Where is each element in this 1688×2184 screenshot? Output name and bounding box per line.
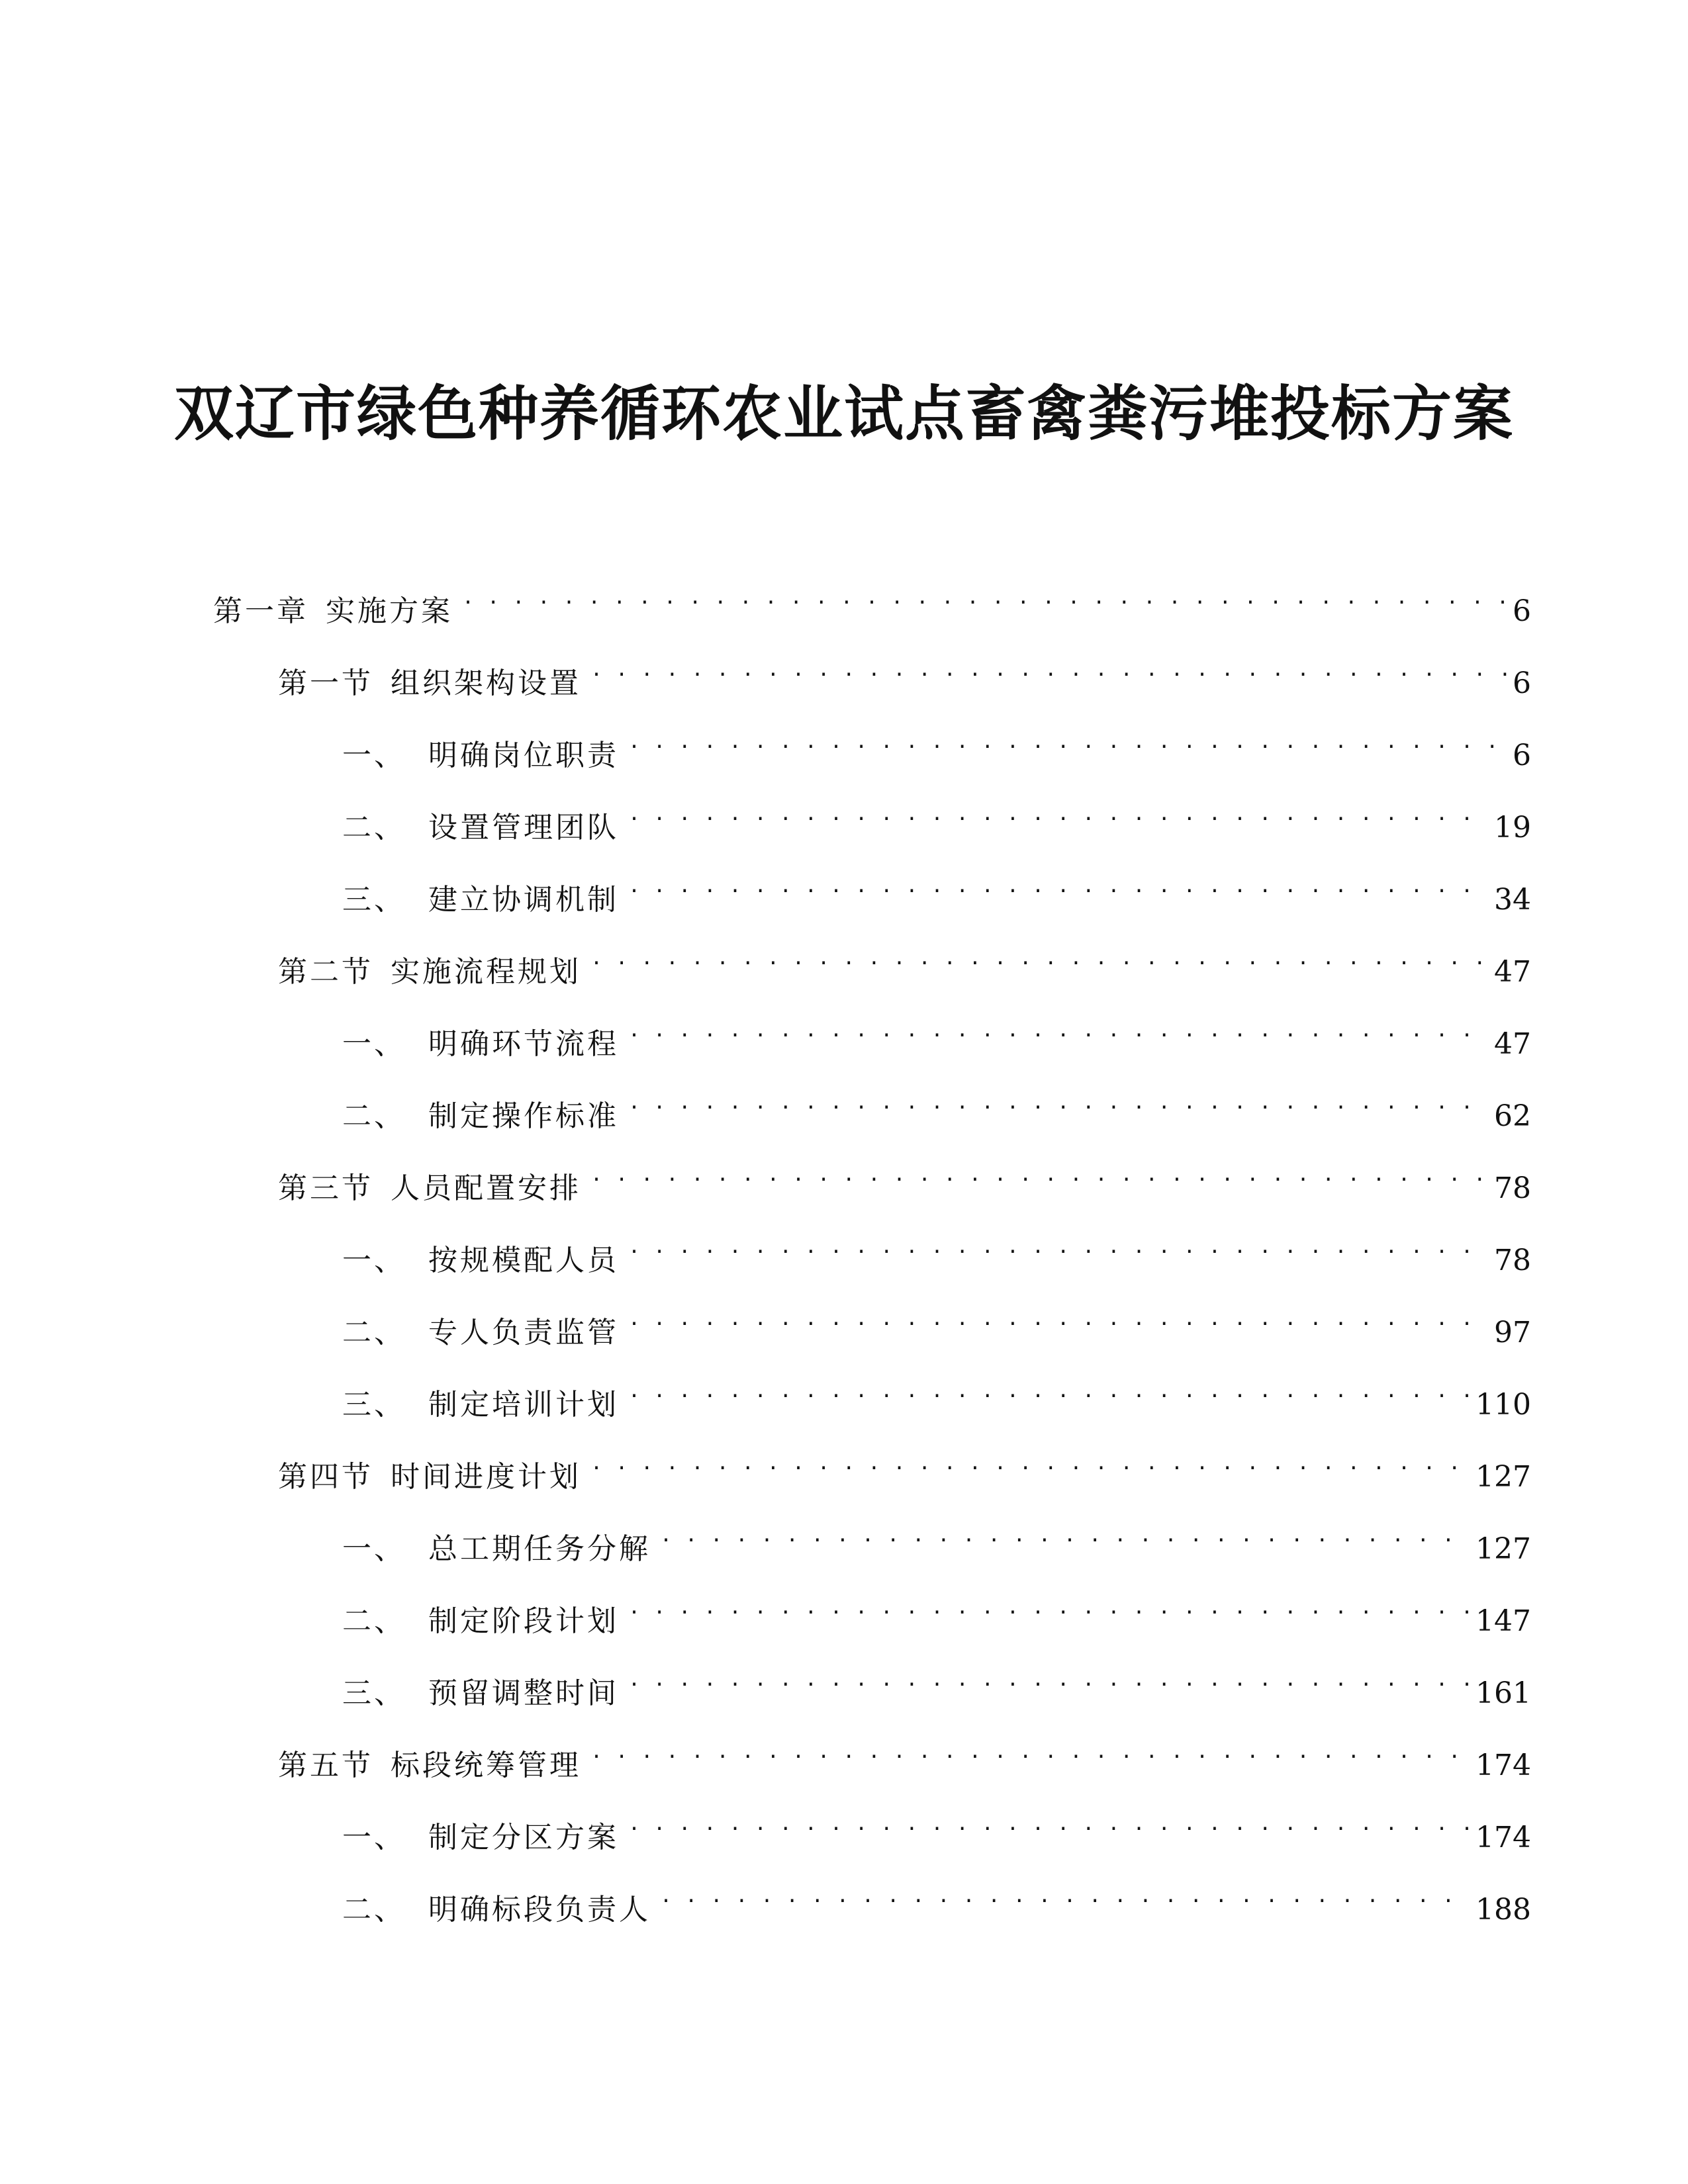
toc-dot-leader	[628, 1584, 1472, 1631]
toc-entry-item[interactable]	[342, 1079, 1531, 1133]
toc-page-number: 127	[1476, 1532, 1531, 1566]
toc-entry-label: 组织架构设置	[391, 666, 581, 700]
toc-page-number: 62	[1494, 1099, 1531, 1133]
toc-page-number: 6	[1513, 594, 1531, 628]
toc-entry-label: 制定分区方案	[428, 1821, 619, 1854]
toc-entry-item[interactable]	[342, 863, 1531, 917]
toc-entry-number: 二、	[342, 1604, 406, 1638]
toc-entry-item[interactable]	[342, 1368, 1531, 1422]
toc-entry-item[interactable]	[342, 719, 1531, 772]
toc-dot-leader	[590, 935, 1490, 981]
toc-entry-number: 一、	[342, 1532, 406, 1566]
toc-page-number: 78	[1494, 1171, 1531, 1205]
toc-entry-chapter-1[interactable]	[213, 574, 1531, 628]
toc-dot-leader	[590, 647, 1509, 693]
toc-entry-number: 第二节	[278, 955, 373, 989]
toc-page-number: 47	[1494, 955, 1531, 989]
toc-entry-label: 实施方案	[326, 594, 453, 628]
toc-entry-item[interactable]	[342, 1296, 1531, 1349]
toc-entry-item[interactable]	[342, 1584, 1531, 1638]
toc-dot-leader	[628, 791, 1490, 837]
toc-dot-leader	[628, 1657, 1472, 1703]
document-title: 双辽市绿色种养循环农业试点畜禽粪污堆投标方案	[174, 379, 1514, 449]
toc-entry-label: 按规模配人员	[428, 1244, 619, 1277]
toc-entry-label: 制定操作标准	[428, 1099, 619, 1133]
toc-entry-item[interactable]	[342, 1224, 1531, 1277]
toc-entry-item[interactable]	[342, 1873, 1531, 1927]
toc-dot-leader	[628, 1079, 1490, 1126]
toc-dot-leader	[660, 1873, 1472, 1919]
toc-entry-label: 人员配置安排	[391, 1171, 581, 1205]
toc-entry-item[interactable]	[342, 1657, 1531, 1710]
toc-entry-number: 一、	[342, 1821, 406, 1854]
toc-entry-number: 第一章	[213, 594, 308, 628]
toc-dot-leader	[660, 1512, 1472, 1559]
toc-dot-leader	[628, 1801, 1472, 1847]
toc-entry-number: 一、	[342, 739, 406, 772]
toc-entry-label: 时间进度计划	[391, 1460, 581, 1494]
toc-dot-leader	[590, 1152, 1490, 1198]
toc-entry-label: 明确岗位职责	[428, 739, 619, 772]
toc-entry-label: 明确标段负责人	[428, 1893, 651, 1927]
toc-entry-item[interactable]	[342, 1512, 1531, 1566]
toc-entry-number: 二、	[342, 811, 406, 844]
toc-entry-item[interactable]	[342, 791, 1531, 844]
toc-entry-section-5[interactable]	[278, 1729, 1531, 1782]
toc-entry-section-3[interactable]	[278, 1152, 1531, 1205]
toc-entry-label: 专人负责监管	[428, 1316, 619, 1349]
toc-entry-label: 实施流程规划	[391, 955, 581, 989]
toc-entry-number: 第五节	[278, 1749, 373, 1782]
toc-dot-leader	[628, 719, 1509, 765]
toc-page-number: 97	[1494, 1316, 1531, 1349]
toc-entry-label: 总工期任务分解	[428, 1532, 651, 1566]
toc-dot-leader	[590, 1729, 1472, 1775]
toc-page-number: 78	[1494, 1244, 1531, 1277]
toc-entry-number: 三、	[342, 1676, 406, 1710]
toc-entry-label: 设置管理团队	[428, 811, 619, 844]
toc-entry-label: 建立协调机制	[428, 883, 619, 917]
toc-entry-number: 一、	[342, 1244, 406, 1277]
toc-entry-number: 二、	[342, 1099, 406, 1133]
toc-entry-item[interactable]	[342, 1801, 1531, 1854]
toc-page-number: 127	[1476, 1460, 1531, 1494]
toc-entry-item[interactable]	[342, 1007, 1531, 1061]
toc-page-number: 6	[1513, 666, 1531, 700]
toc-dot-leader	[628, 1224, 1490, 1270]
toc-entry-label: 明确环节流程	[428, 1027, 619, 1061]
toc-entry-label: 制定培训计划	[428, 1388, 619, 1422]
toc-page-number: 188	[1476, 1893, 1531, 1927]
toc-dot-leader	[628, 1368, 1472, 1414]
toc-page-number: 174	[1476, 1821, 1531, 1854]
toc-entry-number: 第三节	[278, 1171, 373, 1205]
toc-entry-section-1[interactable]	[278, 647, 1531, 700]
toc-dot-leader	[628, 1007, 1490, 1054]
toc-dot-leader	[590, 1440, 1472, 1486]
toc-entry-label: 预留调整时间	[428, 1676, 619, 1710]
toc-entry-number: 一、	[342, 1027, 406, 1061]
toc-page-number: 34	[1494, 883, 1531, 917]
toc-entry-number: 第四节	[278, 1460, 373, 1494]
toc-entry-number: 二、	[342, 1893, 406, 1927]
toc-entry-number: 第一节	[278, 666, 373, 700]
toc-page-number: 19	[1494, 811, 1531, 844]
toc-entry-label: 制定阶段计划	[428, 1604, 619, 1638]
toc-page-number: 161	[1476, 1676, 1531, 1710]
toc-page-number: 110	[1476, 1388, 1531, 1422]
toc-entry-label: 标段统筹管理	[391, 1749, 581, 1782]
toc-dot-leader	[628, 1296, 1490, 1342]
toc-dot-leader	[462, 574, 1509, 621]
toc-page-number: 6	[1513, 739, 1531, 772]
toc-page-number: 147	[1476, 1604, 1531, 1638]
toc-entry-section-2[interactable]	[278, 935, 1531, 989]
toc-entry-number: 三、	[342, 883, 406, 917]
toc-entry-number: 三、	[342, 1388, 406, 1422]
toc-page-number: 174	[1476, 1749, 1531, 1782]
toc-page-number: 47	[1494, 1027, 1531, 1061]
toc-entry-number: 二、	[342, 1316, 406, 1349]
toc-dot-leader	[628, 863, 1490, 909]
toc-entry-section-4[interactable]	[278, 1440, 1531, 1494]
